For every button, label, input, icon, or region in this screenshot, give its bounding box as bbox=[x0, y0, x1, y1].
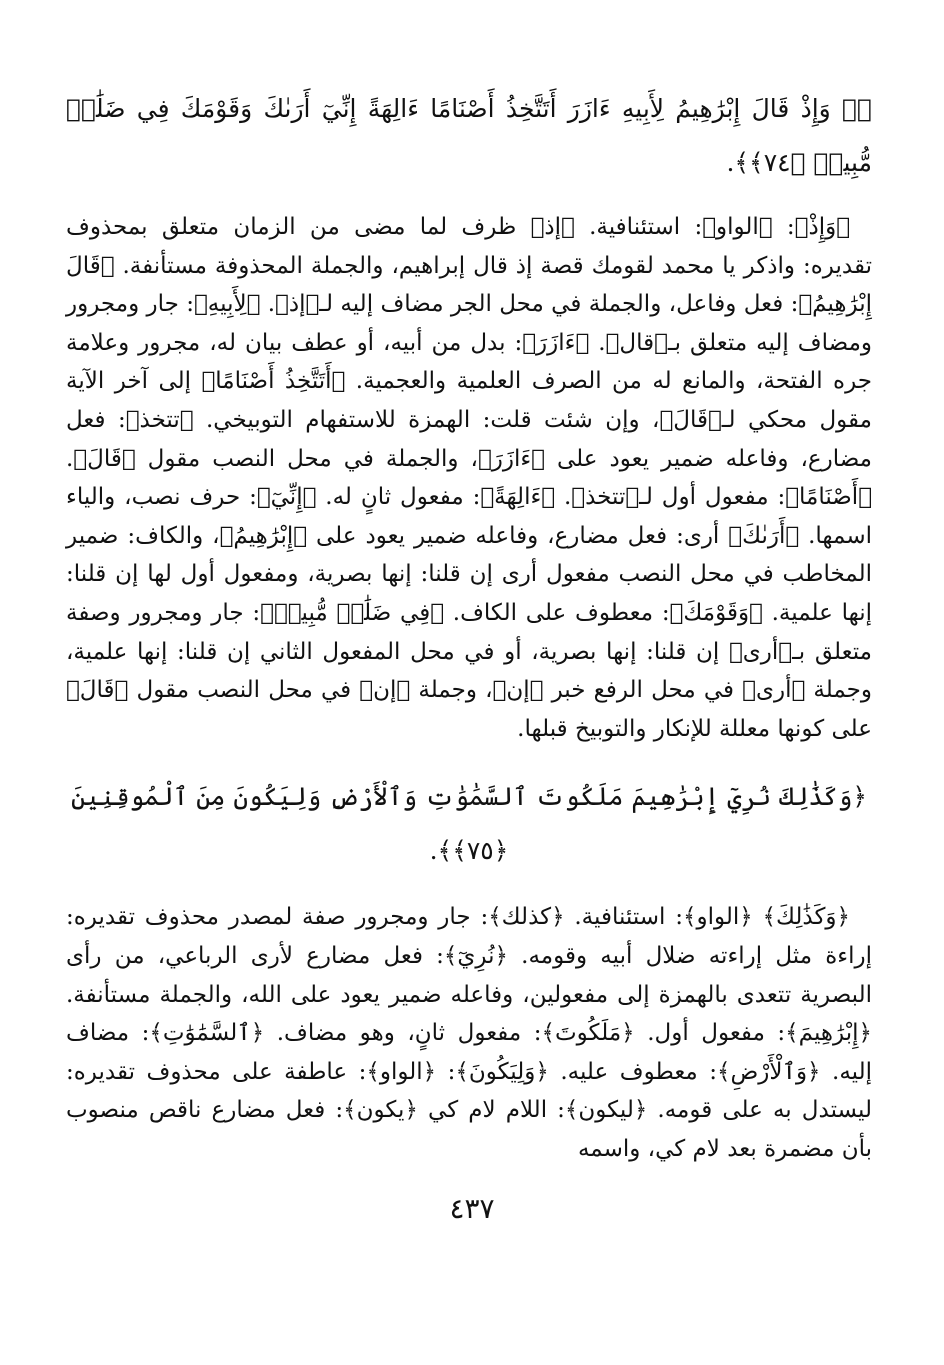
spacer bbox=[66, 190, 872, 208]
commentary-paragraph-74: ﴿وَإِذْ﴾: ﴿الواو﴾: استئنافية. ﴿إذ﴾ ظرف لما مضى من الزمان متعلق بمحذوف تقديره: واذكر يا محمد لقومك قصة إذ قال إبراهيم، والجملة المحذوفة مستأنفة. ﴿قَالَ إِبْرَٰهِيمُ﴾: فعل وفاعل، والجملة في محل الجر مضاف إليه لـ﴿إذ﴾. ﴿لِأَبِيهِ﴾: جار ومجرور ومضاف إليه متعلق بـ﴿قال﴾. ﴿ءَازَرَ﴾: بدل من أبيه، أو عطف بيان له، مجرور وعلامة جره الفتحة، والمانع له من الصرف العلمية والعجمية. ﴿أَتَتَّخِذُ أَصْنَامًا﴾ إلى آخر الآية مقول محكي لـ﴿قَالَ﴾، وإن شئت قلت: الهمزة للاستفهام التوبيخي. ﴿تتخذ﴾: فعل مضارع، وفاعله ضمير يعود على ﴿ءَازَرَ﴾، والجملة في محل النصب مقول ﴿قَالَ﴾. ﴿أَصْنَامًا﴾: مفعول أول لـ﴿تتخذ﴾. ﴿ءَالِهَةً﴾: مفعول ثانٍ له. ﴿إِنِّيٓ﴾: حرف نصب، والياء اسمها. ﴿أَرَىٰكَ﴾ أرى: فعل مضارع، وفاعله ضمير يعود على ﴿إِبْرَٰهِيمُ﴾، والكاف: ضمير المخاطب في محل النصب مفعول أرى إن قلنا: إنها بصرية، ومفعول أول لها إن قلنا: إنها علمية. ﴿وَقَوْمَكَ﴾: معطوف على الكاف. ﴿فِي ضَلَٰلٖ مُّبِينٖ﴾: جار ومجرور وصفة متعلق بـ﴿أرى﴾ إن قلنا: إنها بصرية، أو في محل المفعول الثاني إن قلنا: إنها علمية، وجملة ﴿أرى﴾ في محل الرفع خبر ﴿إن﴾، وجملة ﴿إن﴾ في محل النصب مقول ﴿قَالَ﴾ على كونها معللة للإنكار والتوبيخ قبلها. bbox=[66, 214, 872, 742]
spacer bbox=[66, 748, 872, 770]
document-page bbox=[66, 82, 872, 1342]
quran-verse-74: ﴿۞ وَإِذْ قَالَ إِبْرَٰهِيمُ لِأَبِيهِ ءَازَرَ أَتَتَّخِذُ أَصْنَامًا ءَالِهَةً إِنِّيٓ أَرَىٰكَ وَقَوْمَكَ فِي ضَلَٰلٖ مُّبِينٖ ﴿٧٤﴾﴾. bbox=[66, 94, 872, 177]
quran-verse-75: ﴿وَكَذَٰلِكَ نُرِيٓ إِبْرَٰهِيمَ مَلَكُوتَ ٱلسَّمَٰوَٰتِ وَٱلْأَرْضِ وَلِيَكُونَ مِنَ ٱلْمُوقِنِينَ ﴿٧٥﴾﴾. bbox=[71, 782, 867, 866]
page-number: ٤٣٧ bbox=[449, 1192, 495, 1225]
commentary-paragraph-75: ﴿وَكَذَٰلِكَ﴾ ﴿الواو﴾: استئنافية. ﴿كذلك﴾: جار ومجرور صفة لمصدر محذوف تقديره: إراءة مثل إراءته ضلال أبيه وقومه. ﴿نُرِيٓ﴾: فعل مضارع لأرى الرباعي، من رأى البصرية تتعدى بالهمزة إلى مفعولين، وفاعله ضمير يعود على الله، والجملة مستأنفة. ﴿إِبْرَٰهِيمَ﴾: مفعول أول. ﴿مَلَكُوتَ﴾: مفعول ثانٍ، وهو مضاف. ﴿ٱلسَّمَٰوَٰتِ﴾: مضاف إليه. ﴿وَٱلْأَرْضِ﴾: معطوف عليه. ﴿وَلِيَكُونَ﴾: ﴿الواو﴾: عاطفة على محذوف تقديره: ليستدل به على قومه. ﴿ليكون﴾: اللام لام كي ﴿يكون﴾: فعل مضارع ناقص منصوب بأن مضمرة بعد لام كي، واسمه bbox=[66, 904, 872, 1162]
spacer bbox=[66, 878, 872, 898]
